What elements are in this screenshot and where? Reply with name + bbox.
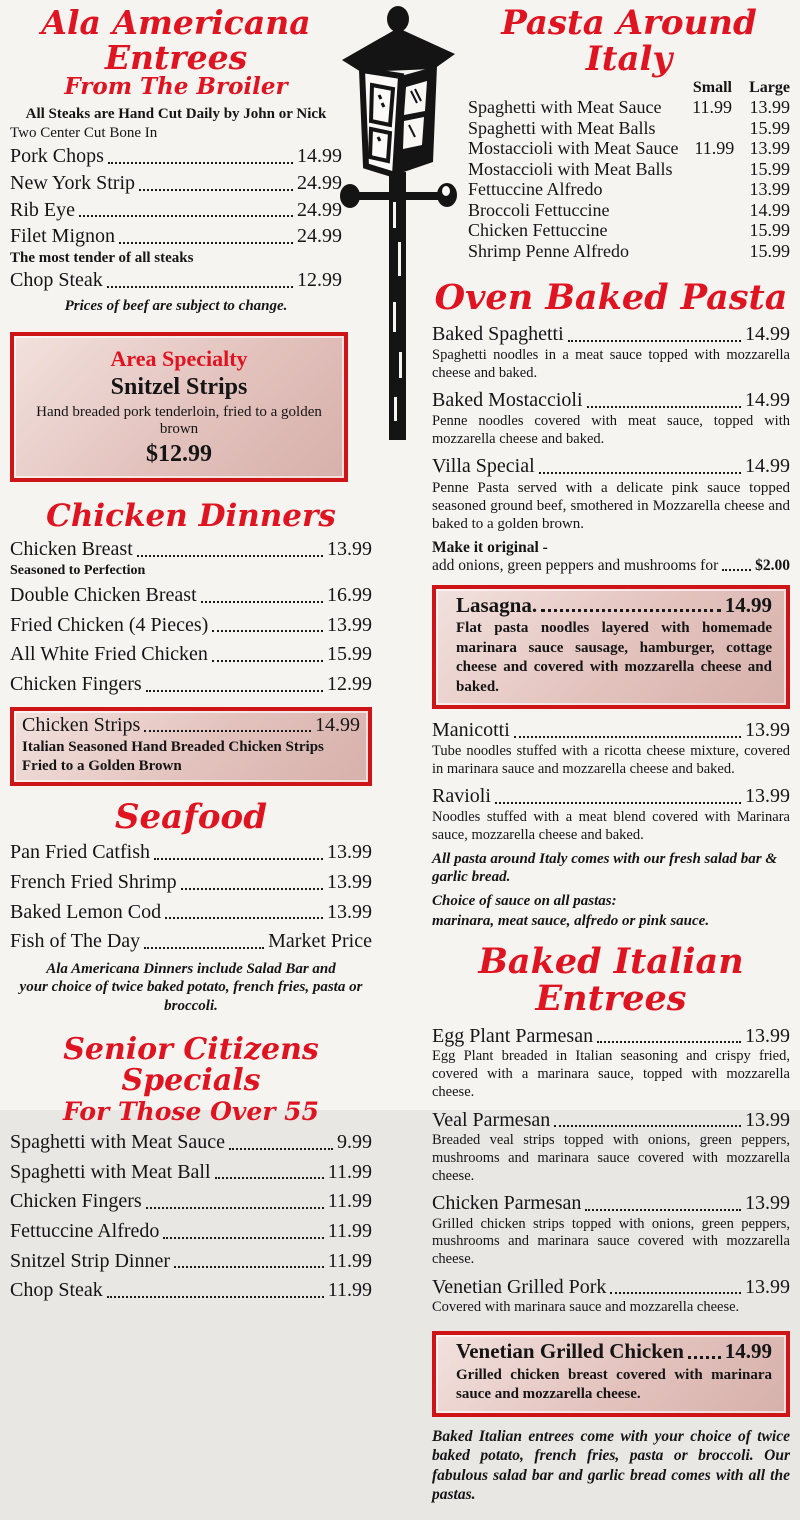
- item-name: Rib Eye: [10, 198, 75, 221]
- item-desc: Penne Pasta served with a delicate pink sauce topped seasoned ground beef, smothered in Mozzarella cheese and baked to a golden brown.: [432, 479, 790, 533]
- item-subnote: The most tender of all steaks: [10, 249, 194, 266]
- dot-leader: [585, 1209, 741, 1211]
- price-small: [674, 179, 732, 200]
- dot-leader: [722, 569, 751, 571]
- dot-leader: [146, 690, 323, 692]
- menu-item-row: [432, 389, 790, 413]
- item-price: 11.99: [327, 1219, 372, 1242]
- sauce-choice-list: marinara, meat sauce, alfredo or pink sauce.: [432, 913, 710, 930]
- venetian-grilled-chicken-box: [432, 1331, 790, 1417]
- item-name: Chicken Fingers: [10, 672, 142, 695]
- menu-item-row: [10, 673, 372, 697]
- item-name: New York Strip: [10, 172, 136, 195]
- menu-item-row: [432, 323, 790, 347]
- item-name: Pan Fried Catfish: [10, 841, 150, 864]
- item-name: Pork Chops: [10, 145, 104, 168]
- menu-item-row: [432, 1192, 790, 1216]
- sauce-choice-label: Choice of sauce on all pastas:: [432, 893, 617, 910]
- dot-leader: [119, 242, 293, 244]
- menu-item: [432, 1192, 790, 1269]
- menu-item: [432, 389, 790, 448]
- dot-leader: [212, 630, 323, 632]
- dot-leader: [514, 736, 741, 738]
- beef-prices-note: Prices of beef are subject to change.: [64, 297, 288, 314]
- baked-italian-footer-note: Baked Italian entrees come with your choice of twice baked potato, french fries, pasta or broccoli. Our fabulous salad bar and garlic bread comes with all the pastas.: [432, 1427, 790, 1504]
- menu-item-row: [22, 714, 360, 738]
- dot-leader: [568, 340, 741, 342]
- menu-item-row: [432, 455, 790, 479]
- menu-item-row: [432, 1109, 790, 1133]
- item-name: Fettuccine Alfredo: [468, 179, 603, 200]
- menu-item-row: [10, 1190, 372, 1214]
- section-chicken-dinners: [10, 538, 372, 696]
- menu-item-row: [432, 1276, 790, 1300]
- menu-item-row: [468, 220, 790, 241]
- item-name: Baked Mostaccioli: [432, 389, 583, 412]
- steaks-note: All Steaks are Hand Cut Daily by John or Nick: [25, 106, 327, 123]
- price-small: [674, 200, 732, 221]
- item-name: Chop Steak: [10, 1279, 103, 1302]
- dot-leader: [541, 609, 721, 612]
- box-item-price: $12.99: [146, 440, 212, 467]
- item-name: Chicken Fingers: [10, 1190, 142, 1213]
- dot-leader: [144, 947, 264, 949]
- section-title-baked-italian: Baked Italian Entrees: [478, 941, 744, 1020]
- chicken-strips-box: [10, 707, 372, 786]
- price-small: [674, 220, 732, 241]
- senior-specials-subtitle: For Those Over 55: [63, 1096, 319, 1126]
- price-large: 13.99: [749, 179, 790, 200]
- menu-item-row: [10, 1220, 372, 1244]
- price-large: 15.99: [749, 240, 790, 261]
- item-desc: Tube noodles stuffed with a ricotta cheese mixture, covered in marinara sauce and mozzarella cheese and baked.: [432, 743, 790, 777]
- item-price: 11.99: [327, 1249, 372, 1272]
- col-header-large: Large: [749, 79, 790, 97]
- section-senior-specials: [10, 1131, 372, 1303]
- dot-leader: [163, 1237, 323, 1239]
- item-name: Mostaccioli with Meat Balls: [468, 158, 673, 179]
- area-specialty-box: [10, 332, 348, 482]
- menu-item-row: [10, 538, 372, 562]
- item-price: 14.99: [315, 713, 360, 736]
- item-price: 12.99: [327, 672, 372, 695]
- item-name: Chicken Fettuccine: [468, 220, 608, 241]
- item-name: Baked Lemon Cod: [10, 900, 162, 923]
- dot-leader: [165, 917, 323, 919]
- item-name: Double Chicken Breast: [10, 584, 197, 607]
- price-large: 15.99: [749, 220, 790, 241]
- price-large: 15.99: [749, 158, 790, 179]
- menu-item-row: [468, 138, 790, 159]
- menu-item-row: [10, 930, 372, 954]
- dot-leader: [597, 1041, 741, 1043]
- menu-item-row: [10, 1161, 372, 1185]
- price-small: 11.99: [694, 138, 735, 159]
- menu-item-row: [10, 901, 372, 925]
- menu-item-row: [10, 614, 372, 638]
- dot-leader: [154, 858, 323, 860]
- section-oven-baked-pasta: [432, 323, 790, 574]
- dot-leader: [688, 1356, 721, 1359]
- item-price: 13.99: [745, 1275, 790, 1298]
- item-name: Veal Parmesan: [432, 1108, 551, 1131]
- menu-item: [432, 1109, 790, 1186]
- menu-item: [432, 785, 790, 844]
- dot-leader: [495, 802, 741, 804]
- item-name: Spaghetti with Meat Sauce: [468, 97, 662, 118]
- right-column: [432, 3, 790, 1520]
- item-desc: Flat pasta noodles layered with homemade marinara sauce sausage, hamburger, cottage cheese and covered with mozzarella cheese and baked.: [456, 620, 772, 695]
- item-desc: Italian Seasoned Hand Breaded Chicken Strips Fried to a Golden Brown: [22, 739, 324, 774]
- dot-leader: [137, 555, 323, 557]
- section-title-oven-baked-pasta: Oven Baked Pasta: [434, 276, 788, 318]
- item-name: Venetian Grilled Pork: [432, 1275, 607, 1298]
- make-it-original-label: Make it original -: [432, 538, 548, 556]
- section-subtitle: From The Broiler: [64, 73, 288, 101]
- item-price: 12.99: [297, 269, 342, 292]
- item-desc: Egg Plant breaded in Italian seasoning and crispy fried, covered with a marinara sauce, topped with mozzarella cheese.: [432, 1048, 790, 1100]
- item-price: Market Price: [268, 930, 372, 953]
- item-price: 13.99: [327, 900, 372, 923]
- item-name: Fish of The Day: [10, 930, 141, 953]
- item-price: 13.99: [745, 1108, 790, 1131]
- menu-item-row: [468, 241, 790, 262]
- item-price: 13.99: [745, 1024, 790, 1047]
- item-name: Ravioli: [432, 785, 491, 808]
- menu-item: [432, 323, 790, 382]
- salad-bar-note: All pasta around Italy comes with our fresh salad bar & garlic bread.: [432, 851, 778, 886]
- price-small: [674, 118, 732, 139]
- item-price: 13.99: [327, 870, 372, 893]
- box-item-desc: Hand breaded pork tenderloin, fried to a golden brown: [36, 403, 322, 437]
- section-title: Ala Americana Entrees: [41, 3, 311, 77]
- menu-item-row: [468, 159, 790, 180]
- dot-leader: [229, 1148, 333, 1150]
- dinners-include-note-line1: Ala Americana Dinners include Salad Bar and: [46, 960, 336, 977]
- item-price: 16.99: [327, 584, 372, 607]
- dot-leader: [107, 1296, 324, 1298]
- price-large: 15.99: [749, 117, 790, 138]
- item-desc: Breaded veal strips topped with onions, green peppers, mushrooms and marinara sauce covered with mozzarella cheese.: [432, 1132, 790, 1184]
- item-price: 13.99: [745, 1192, 790, 1215]
- item-name: Broccoli Fettuccine: [468, 199, 610, 220]
- item-price: 13.99: [327, 538, 372, 561]
- pasta-notes: [432, 850, 790, 930]
- item-price: 11.99: [327, 1190, 372, 1213]
- item-desc: Grilled chicken strips topped with onions, green peppers, mushrooms and marinara sauce covered with mozzarella cheese.: [432, 1215, 790, 1268]
- dot-leader: [610, 1292, 741, 1294]
- item-price: 15.99: [327, 643, 372, 666]
- size-column-headers: [468, 79, 790, 97]
- menu-item-row: [468, 118, 790, 139]
- item-price: 24.99: [297, 198, 342, 221]
- item-price: 13.99: [327, 841, 372, 864]
- item-price: 14.99: [724, 592, 772, 617]
- menu-item-row: [10, 871, 372, 895]
- item-desc: Penne noodles covered with meat sauce, topped with mozzarella cheese and baked.: [432, 412, 790, 447]
- menu-item-row: [456, 593, 772, 618]
- item-price: 11.99: [327, 1279, 372, 1302]
- menu-item-row: [10, 225, 342, 249]
- item-price: 14.99: [745, 455, 790, 478]
- item-name: Snitzel Strip Dinner: [10, 1249, 170, 1272]
- section-ala-americana: [10, 3, 342, 316]
- menu-item-row: [10, 841, 372, 865]
- section-title-seafood: Seafood: [115, 796, 267, 837]
- item-name: Venetian Grilled Chicken: [456, 1339, 684, 1364]
- dot-leader: [539, 472, 741, 474]
- item-name: Villa Special: [432, 455, 535, 478]
- dot-leader: [108, 162, 293, 164]
- item-name: Manicotti: [432, 719, 510, 742]
- dot-leader: [146, 1207, 324, 1209]
- item-name: Chop Steak: [10, 269, 103, 292]
- price-small: [674, 159, 732, 180]
- item-name: Fettuccine Alfredo: [10, 1219, 160, 1242]
- item-name: Mostaccioli with Meat Sauce: [468, 138, 679, 159]
- make-it-original-row: [432, 557, 790, 575]
- item-name: Filet Mignon: [10, 225, 116, 248]
- box-heading: Area Specialty: [110, 345, 248, 371]
- item-price: 14.99: [724, 1339, 772, 1364]
- item-name: Spaghetti with Meat Sauce: [10, 1131, 225, 1154]
- item-desc: Noodles stuffed with a meat blend covered with Marinara sauce, mozzarella cheese and baked.: [432, 809, 790, 843]
- menu-item: [432, 1276, 790, 1317]
- menu-item-row: [10, 145, 342, 169]
- dot-leader: [201, 601, 323, 603]
- item-price: 14.99: [745, 323, 790, 346]
- dot-leader: [212, 660, 323, 662]
- price-large: 13.99: [749, 138, 790, 159]
- dinners-include-note-line2: your choice of twice baked potato, french fries, pasta or broccoli.: [19, 979, 363, 1015]
- item-name: Lasagna.: [456, 592, 538, 617]
- item-name: All White Fried Chicken: [10, 643, 208, 666]
- make-it-original-text: add onions, green peppers and mushrooms for: [432, 556, 719, 574]
- bone-in-note: Two Center Cut Bone In: [10, 125, 158, 142]
- menu-item-row: [468, 179, 790, 200]
- menu-item-row: [456, 1339, 772, 1364]
- section-title: Pasta Around Italy: [501, 3, 757, 79]
- menu-item-row: [10, 1279, 372, 1303]
- dot-leader: [174, 1266, 324, 1268]
- item-name: Chicken Strips: [22, 713, 141, 736]
- item-name: Shrimp Penne Alfredo: [468, 240, 629, 261]
- menu-item-row: [432, 1025, 790, 1049]
- lasagna-box: [432, 585, 790, 710]
- menu-item-row: [10, 199, 342, 223]
- make-it-original-price: $2.00: [755, 556, 790, 574]
- dot-leader: [139, 189, 293, 191]
- item-name: Fried Chicken (4 Pieces): [10, 613, 209, 636]
- item-desc: Grilled chicken breast covered with marinara sauce and mozzarella cheese.: [456, 1366, 772, 1403]
- price-small: 11.99: [692, 97, 732, 118]
- section-title-senior-specials: Senior Citizens Specials: [63, 1031, 319, 1099]
- dot-leader: [144, 730, 311, 732]
- item-price: 13.99: [745, 719, 790, 742]
- menu-item-row: [432, 719, 790, 743]
- section-baked-italian: [432, 1025, 790, 1317]
- item-name: Spaghetti with Meat Balls: [468, 117, 656, 138]
- item-price: 14.99: [745, 389, 790, 412]
- menu-item-row: [468, 97, 790, 118]
- item-name: Chicken Breast: [10, 538, 133, 561]
- item-desc: Spaghetti noodles in a meat sauce topped with mozzarella cheese and baked.: [432, 346, 790, 381]
- price-large: 13.99: [749, 97, 790, 118]
- dot-leader: [215, 1177, 324, 1179]
- item-price: 24.99: [297, 225, 342, 248]
- item-name: Spaghetti with Meat Ball: [10, 1160, 211, 1183]
- item-name: French Fried Shrimp: [10, 870, 177, 893]
- menu-item-row: [10, 1131, 372, 1155]
- item-price: 11.99: [327, 1160, 372, 1183]
- section-pasta-around-italy: [432, 3, 790, 262]
- item-price: 13.99: [327, 613, 372, 636]
- dot-leader: [181, 888, 323, 890]
- box-item-name: Snitzel Strips: [110, 373, 248, 400]
- item-name: Chicken Parmesan: [432, 1192, 582, 1215]
- dot-leader: [587, 406, 741, 408]
- menu-item: [432, 719, 790, 778]
- menu-item: [432, 455, 790, 533]
- item-name: Baked Spaghetti: [432, 323, 564, 346]
- menu-item-row: [468, 200, 790, 221]
- dot-leader: [79, 215, 293, 217]
- col-header-small: Small: [692, 79, 732, 97]
- left-column: [10, 3, 372, 1303]
- dot-leader: [107, 286, 293, 288]
- item-price: 13.99: [745, 785, 790, 808]
- menu-item-row: [10, 269, 342, 293]
- menu-item: [432, 1025, 790, 1102]
- section-title-chicken-dinners: Chicken Dinners: [46, 497, 336, 534]
- dot-leader: [554, 1125, 741, 1127]
- menu-item-row: [10, 172, 342, 196]
- menu-item-row: [10, 643, 372, 667]
- item-subnote: Seasoned to Perfection: [10, 562, 146, 578]
- menu-item-row: [432, 785, 790, 809]
- item-desc: Covered with marinara sauce and mozzarella cheese.: [432, 1299, 740, 1316]
- price-large: 14.99: [749, 199, 790, 220]
- item-price: 24.99: [297, 172, 342, 195]
- menu-item-row: [10, 1250, 372, 1274]
- menu-item-row: [10, 584, 372, 608]
- section-seafood: [10, 841, 372, 1016]
- item-price: 14.99: [297, 145, 342, 168]
- item-price: 9.99: [337, 1131, 372, 1154]
- price-small: [674, 241, 732, 262]
- item-name: Egg Plant Parmesan: [432, 1024, 594, 1047]
